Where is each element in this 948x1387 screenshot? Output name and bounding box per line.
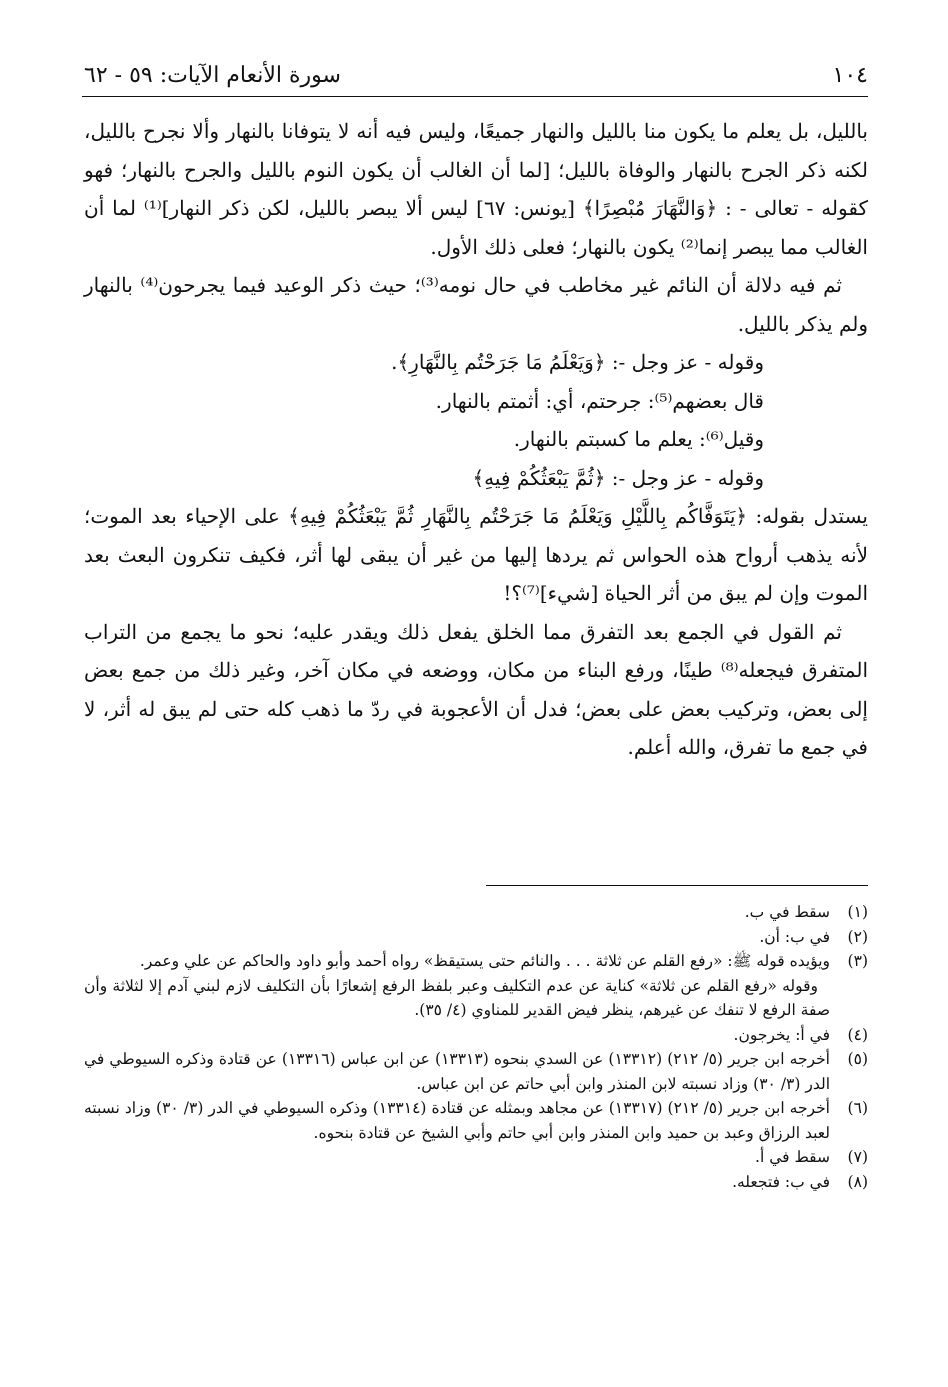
page-header: [84, 58, 868, 92]
footnote-number: (٢): [847, 927, 868, 946]
footnote-text: في ب: فتجعله.: [732, 1172, 830, 1191]
footnotes: [84, 900, 868, 1194]
footnote: [84, 1145, 868, 1170]
footnote-number: (٦): [847, 1099, 868, 1117]
footnote-number: (٧): [847, 1148, 868, 1166]
footnote: [84, 1170, 868, 1195]
footnote-continuation: وقوله «رفع القلم عن ثلاثة» كناية عن عدم التكليف وعبر بلفظ الرفع إشعارًا بأن التكليف لازم لبني آدم إلا لثلاثة وأن صفة الرفع لا تنفك عن غيرهم، ينظر فيض القدير للمناوي (٤/ ٣٥).: [84, 976, 830, 1019]
footnote: [84, 1023, 868, 1048]
paragraph: بالليل، بل يعلم ما يكون منا بالليل والنهار جميعًا، وليس فيه أنه لا يتوفانا بالنهار وألا نجرح بالليل، لكنه ذكر الجرح بالنهار والوفاة بالليل؛ [لما أن الغالب أن يكون النوم بالليل والجرح بالنهار؛ فهو كقوله - تعالى - : ﴿وَالنَّهَارَ مُبْصِرًا﴾ [يونس: ٦٧] ليس ألا يبصر بالليل، لكن ذكر النهار]⁽¹⁾ لما أن الغالب مما يبصر إنما⁽²⁾ يكون بالنهار؛ فعلى ذلك الأول.: [84, 119, 868, 259]
footnote-text: في ب: أن.: [759, 927, 830, 946]
footnote-text: أخرجه ابن جرير (٥/ ٢١٢) (١٣٣١٢) عن السدي بنحوه (١٣٣١٣) عن ابن عباس (١٣٣١٦) عن قتادة وذكره السيوطي في الدر (٣/ ٣٠) وزاد نسبته لابن المنذر وابن أبي حاتم عن ابن عباس.: [84, 1050, 830, 1093]
running-title: سورة الأنعام الآيات: ٥٩ - ٦٢: [84, 62, 341, 88]
paragraph: يستدل بقوله: ﴿يَتَوَفَّاكُم بِاللَّيْلِ وَيَعْلَمُ مَا جَرَحْتُم بِالنَّهَارِ ثُمَّ يَبْعَثُكُمْ فِيهِ﴾ على الإحياء بعد الموت؛ لأنه يذهب أرواح هذه الحواس ثم يردها إليها من غير أن يبقى لها أثر، فكيف تنكرون البعث بعد الموت وإن لم يبق من أثر الحياة [شيء]⁽⁷⁾؟!: [84, 504, 868, 605]
footnote-number: (٣): [847, 952, 868, 970]
footnote: [84, 900, 868, 925]
paragraph: قال بعضهم⁽⁵⁾: جرحتم، أي: أثمتم بالنهار.: [435, 388, 764, 413]
footnote: [84, 925, 868, 950]
footnote-number: (١): [847, 903, 868, 921]
footnote-text: ويؤيده قوله ﷺ: «رفع القلم عن ثلاثة . . . والنائم حتى يستيقظ» رواه أحمد وأبو داود والحاكم عن علي وعمر.: [139, 952, 830, 970]
footnote-text: سقط في ب.: [744, 903, 830, 921]
footnote-number: (٤): [847, 1025, 868, 1044]
footnote: [84, 949, 868, 974]
footnote: [84, 1096, 868, 1145]
verse-line: وقوله - عز وجل -: ﴿وَيَعْلَمُ مَا جَرَحْتُم بِالنَّهَارِ﴾.: [391, 350, 764, 374]
paragraph: ثم القول في الجمع بعد التفرق مما الخلق يفعل ذلك ويقدر عليه؛ نحو ما يجمع من التراب المتفرق فيجعله⁽⁸⁾ طينًا، ورفع البناء من مكان، ووضعه في مكان آخر، وغير ذلك من جمع بعض إلى بعض، وتركيب بعض على بعض؛ فدل أن الأعجوبة في ردّ ما ذهب كله حتى لم يبق له أثر، لا في جمع ما تفرق، والله أعلم.: [84, 619, 868, 759]
footnote: [84, 1047, 868, 1096]
footnote-text: سقط في أ.: [755, 1148, 830, 1166]
page-number: ١٠٤: [832, 62, 868, 88]
footnote-number: (٨): [847, 1172, 868, 1191]
paragraph: وقيل⁽⁶⁾: يعلم ما كسبتم بالنهار.: [513, 427, 764, 451]
header-rule: [82, 96, 868, 97]
paragraph: ثم فيه دلالة أن النائم غير مخاطب في حال نومه⁽³⁾؛ حيث ذكر الوعيد فيما يجرحون⁽⁴⁾ بالنهار ولم يذكر بالليل.: [84, 273, 868, 336]
footnote-number: (٥): [847, 1050, 868, 1068]
main-text: [84, 112, 868, 767]
footnote-text: أخرجه ابن جرير (٥/ ٢١٢) (١٣٣١٧) عن مجاهد وبمثله عن قتادة (١٣٣١٤) وذكره السيوطي في الدر (٣/ ٣٠) وزاد نسبته لعبد الرزاق وعبد بن حميد وابن المنذر وابن أبي حاتم وأبي الشيخ عن قتادة بنحوه.: [84, 1099, 830, 1142]
verse-line: وقوله - عز وجل -: ﴿ثُمَّ يَبْعَثُكُمْ فِيهِ﴾: [472, 465, 764, 490]
footnote-rule: [486, 885, 868, 886]
footnote-text: في أ: يخرجون.: [733, 1025, 830, 1044]
